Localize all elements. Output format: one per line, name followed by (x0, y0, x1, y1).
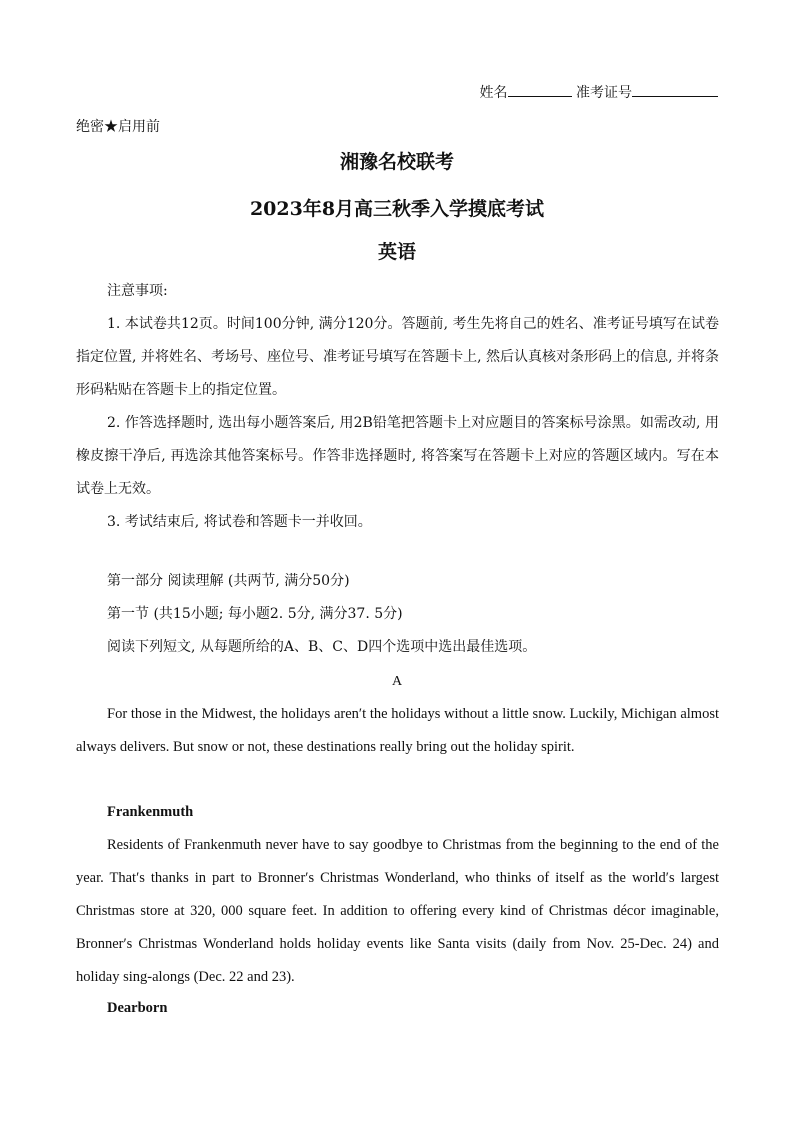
part-heading: 第一部分 阅读理解 (共两节, 满分50分) (107, 573, 350, 589)
note-item-1: 1. 本试卷共12页。时间100分钟, 满分120分。答题前, 考生先将自己的姓名、准考证号填写在试卷指定位置, 并将姓名、考场号、座位号、准考证号填写在答题卡上, 然后认真核对条形码上的信息, 并将条形码粘贴在答题卡上的指定位置。 (76, 316, 719, 398)
notes-heading: 注意事项: (107, 283, 168, 299)
passage-subheading-dearborn: Dearborn (107, 1000, 168, 1016)
passage-paragraph-frankenmuth: Residents of Frankenmuth never have to say goodbye to Christmas from the beginning to the end of the year. That′s thanks in part to Bronner′s Christmas Wonderland, who thinks of itself as the world′s largest Christmas store at 320, 000 square feet. In addition to offering every kind of Christmas décor imaginable, Bronner′s Christmas Wonderland holds holiday events like Santa visits (daily from Nov. 25-Dec. 24) and holiday sing-alongs (Dec. 22 and 23). (76, 837, 719, 985)
passage-subheading-frankenmuth: Frankenmuth (107, 804, 194, 820)
passage-intro: For those in the Midwest, the holidays aren′t the holidays without a little snow. Luckily, Michigan almost always delivers. But snow or not, these destinations really bring out the holiday spirit. (76, 706, 719, 755)
exam-title: 2023年8月高三秋季入学摸底考试 (249, 198, 545, 220)
name-blank (508, 82, 572, 97)
exam-organizer-title: 湘豫名校联考 (339, 151, 454, 173)
name-label: 姓名 (479, 85, 508, 101)
candidate-info (480, 82, 718, 103)
note-item-3: 3. 考试结束后, 将试卷和答题卡一并收回。 (107, 514, 372, 530)
subject-title: 英语 (377, 241, 416, 263)
exam-id-blank (632, 82, 718, 97)
confidential-mark: 绝密★启用前 (76, 119, 160, 135)
section-instruction: 阅读下列短文, 从每题所给的A、B、C、D四个选项中选出最佳选项。 (107, 639, 537, 655)
note-item-2: 2. 作答选择题时, 选出每小题答案后, 用2B铅笔把答题卡上对应题目的答案标号涂黑。如需改动, 用橡皮擦干净后, 再选涂其他答案标号。作答非选择题时, 将答案写在答题卡上对应的答题区域内。写在本试卷上无效。 (76, 415, 719, 497)
passage-label: A (391, 674, 403, 689)
exam-id-label: 准考证号 (576, 85, 632, 101)
section-heading: 第一节 (共15小题; 每小题2. 5分, 满分37. 5分) (107, 606, 403, 622)
